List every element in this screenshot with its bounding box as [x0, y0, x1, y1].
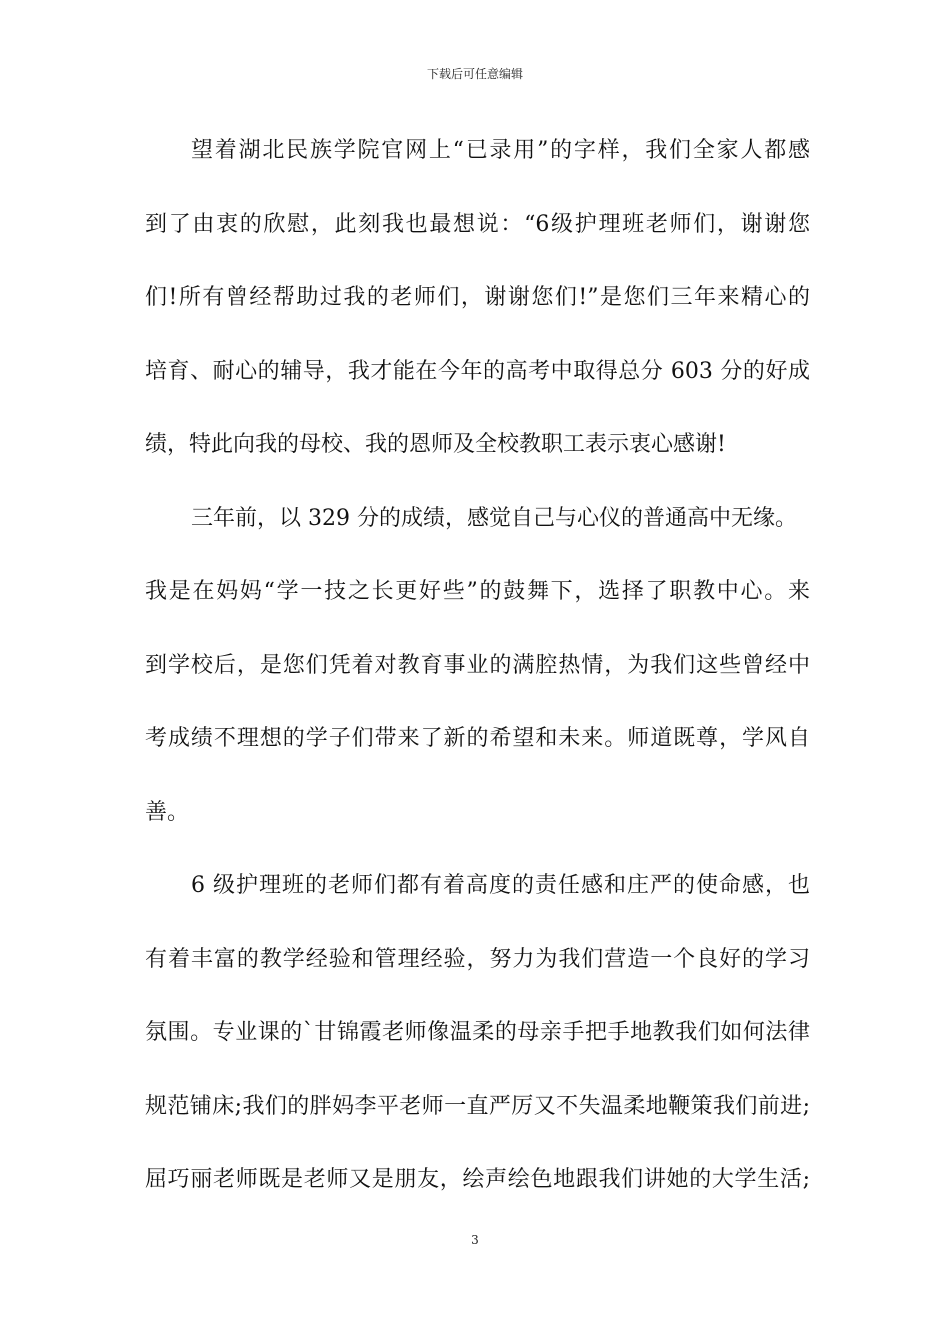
body-text	[145, 126, 810, 1229]
paragraph-3-line: 有着丰富的教学经验和管理经验，努力为我们营造一个良好的学习	[145, 946, 810, 972]
paragraph-3-line: 氛围。专业课的`甘锦霞老师像温柔的母亲手把手地教我们如何法律	[145, 1020, 810, 1045]
paragraph-1-line: 到了由衷的欣慰，此刻我也最想说：“6级护理班老师们，谢谢您	[145, 211, 810, 237]
paragraph-2-line: 我是在妈妈“学一技之长更好些”的鼓舞下，选择了职教中心。来	[145, 579, 810, 604]
paragraph-1-line: 绩，特此向我的母校、我的恩师及全校教职工表示衷心感谢!	[145, 432, 726, 457]
paragraph-2-line: 善。	[145, 799, 190, 825]
paragraph-1-line: 培育、耐心的辅导，我才能在今年的高考中取得总分 603 分的好成	[145, 358, 810, 384]
paragraph-1-line: 们!所有曾经帮助过我的老师们，谢谢您们!”是您们三年来精心的	[145, 285, 810, 310]
paragraph-1-line: 望着湖北民族学院官网上“已录用”的字样，我们全家人都感	[191, 138, 810, 163]
paragraph-2-line: 三年前，以 329 分的成绩，感觉自己与心仪的普通高中无缘。	[191, 505, 797, 531]
page-header: 下载后可任意编辑	[426, 67, 523, 81]
page-number: 3	[471, 1233, 479, 1247]
paragraph-2-line: 考成绩不理想的学子们带来了新的希望和未来。师道既尊，学风自	[145, 726, 810, 751]
paragraph-3-line: 6 级护理班的老师们都有着高度的责任感和庄严的使命感，也	[191, 873, 810, 898]
paragraph-3-line: 规范铺床;我们的胖妈李平老师一直严厉又不失温柔地鞭策我们前进;	[145, 1093, 810, 1119]
paragraph-3-line: 屈巧丽老师既是老师又是朋友，绘声绘色地跟我们讲她的大学生活;	[145, 1167, 810, 1192]
paragraph-2-line: 到学校后，是您们凭着对教育事业的满腔热情，为我们这些曾经中	[145, 652, 810, 678]
